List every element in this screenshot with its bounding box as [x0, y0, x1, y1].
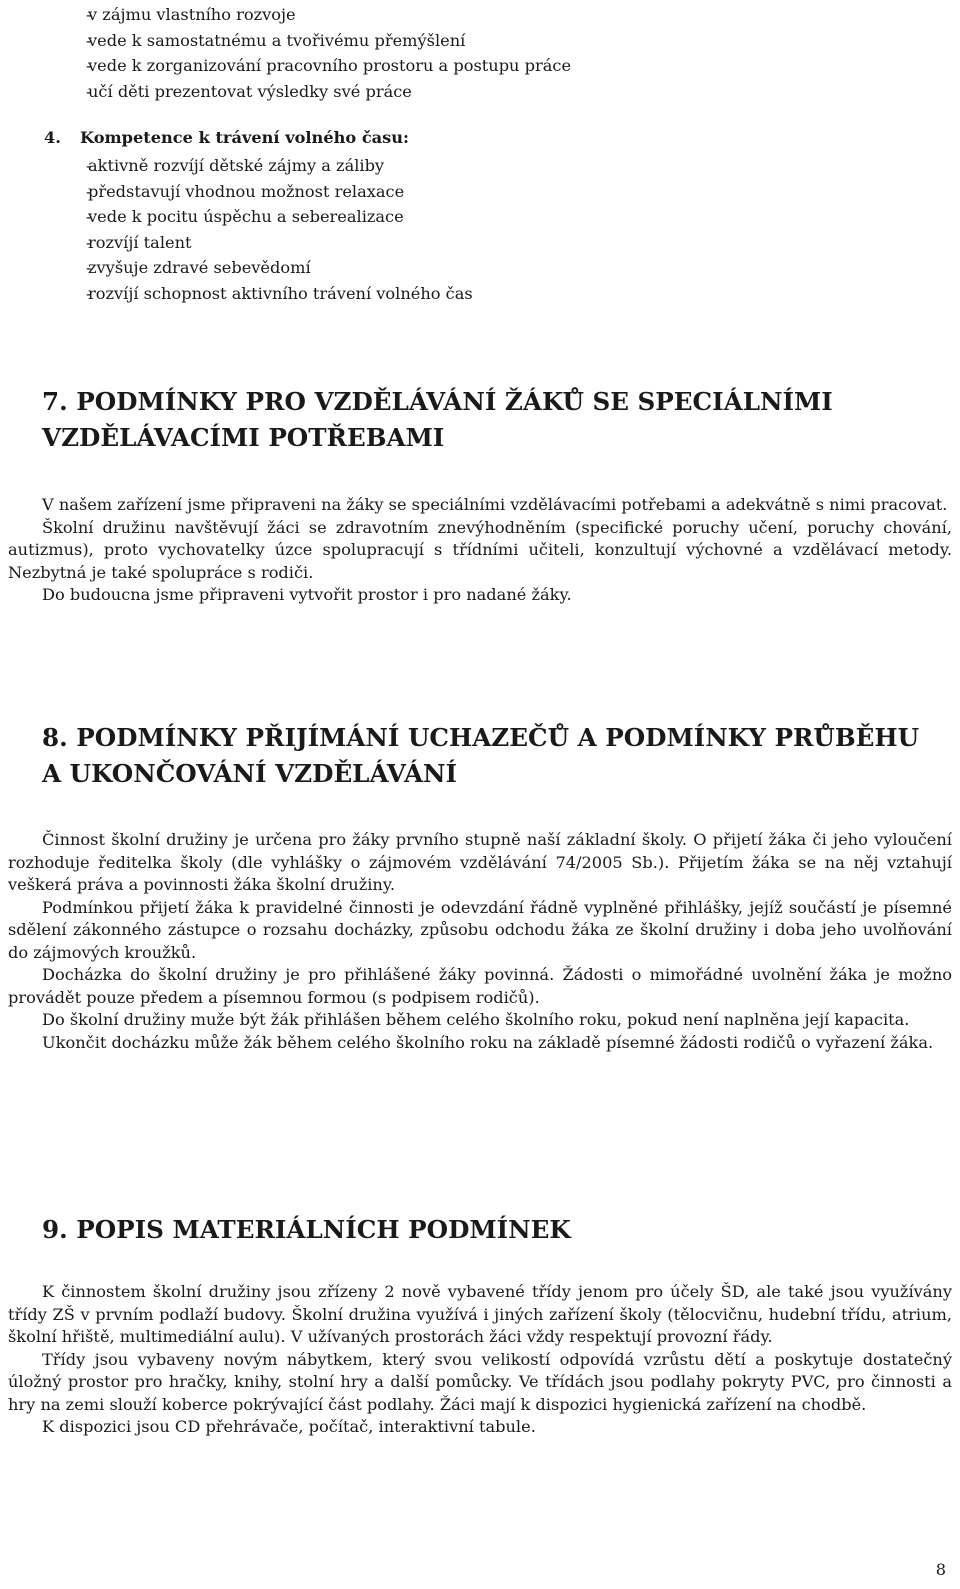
section7-body — [8, 494, 952, 607]
list-item — [8, 28, 952, 54]
section8-heading: 8. PODMÍNKY PŘIJÍMÁNÍ UCHAZEČŮ A PODMÍNKY PRŮBĚHU A UKONČOVÁNÍ VZDĚLÁVÁNÍ — [42, 723, 920, 788]
list-item — [8, 153, 952, 179]
section4-list — [8, 153, 952, 306]
list-item — [8, 79, 952, 105]
section8-p3: Docházka do školní družiny je pro přihlášené žáky povinná. Žádosti o mimořádné uvolnění žáka je možno provádět pouze předem a písemnou formou (s podpisem rodičů). — [8, 965, 952, 1007]
list-item-text: představují vhodnou možnost relaxace — [88, 181, 405, 201]
list-item-text: v zájmu vlastního rozvoje — [88, 5, 296, 24]
list-item — [8, 179, 952, 205]
list-item-text: vede k zorganizování pracovního prostoru a postupu práce — [88, 56, 572, 75]
list-item-text: učí děti prezentovat výsledky své práce — [88, 81, 412, 101]
section7-p3: Do budoucna jsme připraveni vytvořit prostor i pro nadané žáky. — [42, 585, 572, 604]
list-item-text: vede k pocitu úspěchu a seberealizace — [88, 207, 404, 226]
section7-heading: 7. PODMÍNKY PRO VZDĚLÁVÁNÍ ŽÁKŮ SE SPECIÁLNÍMI VZDĚLÁVACÍMI POTŘEBAMI — [42, 387, 833, 452]
section9-p3: K dispozici jsou CD přehrávače, počítač, interaktivní tabule. — [42, 1417, 536, 1436]
section4-title: Kompetence k trávení volného času: — [80, 128, 410, 147]
section4-number: 4. — [44, 128, 61, 147]
page-number: 8 — [935, 1560, 946, 1579]
section9-p2: Třídy jsou vybaveny novým nábytkem, který svou velikostí odpovídá vzrůstu dětí a poskytuje dostatečný úložný prostor pro hračky, knihy, stolní hry a další pomůcky. Ve třídách jsou podlahy pokryty PVC, pro činnosti a hry na zemi slouží koberce pokrývající část podlahy. Žáci mají k dispozici hygienická zařízení na chodbě. — [8, 1349, 952, 1414]
section8-p2: Podmínkou přijetí žáka k pravidelné činnosti je odevzdání řádně vyplněné přihlášky, jejíž součástí je písemné sdělení zákonného zástupce o rozsahu docházky, způsobu odchodu žáka ze školní družiny i doba jeho uvolňování do zájmových kroužků. — [8, 897, 952, 962]
section9-p1: K činnostem školní družiny jsou zřízeny 2 nově vybavené třídy jenom pro účely ŠD, ale také jsou využívány třídy ZŠ v prvním podlaží budovy. Školní družina využívá i jiných zařízení školy (tělocvičnu, hudební třídu, atrium, školní hřiště, multimediální aulu). V užívaných prostorách žáci vždy respektují provozní řády. — [8, 1282, 952, 1346]
list-item — [8, 53, 952, 79]
section9-body — [8, 1281, 952, 1439]
list-item — [8, 230, 952, 256]
list-item — [8, 281, 952, 307]
section8-body — [8, 829, 952, 1054]
top-list — [8, 2, 952, 104]
section8-p5: Ukončit docházku může žák během celého školního roku na základě písemné žádosti rodičů o vyřazení žáka. — [42, 1032, 934, 1052]
list-item — [8, 2, 952, 28]
list-item-text: zvyšuje zdravé sebevědomí — [88, 258, 311, 277]
list-item-text: rozvíjí schopnost aktivního trávení volného čas — [88, 283, 473, 303]
list-item — [8, 204, 952, 230]
list-item-text: aktivně rozvíjí dětské zájmy a záliby — [88, 156, 385, 175]
section8-p4: Do školní družiny muže být žák přihlášen během celého školního roku, pokud není naplněna její kapacita. — [42, 1010, 910, 1029]
list-item-text: rozvíjí talent — [88, 232, 192, 252]
section7-p2: Školní družinu navštěvují žáci se zdravotním znevýhodněním (specifické poruchy učení, poruchy chování, autizmus), proto vychovatelky úzce spolupracují s třídními učiteli, konzultují výchovné a vzdělávací metody. Nezbytná je také spolupráce s rodiči. — [8, 517, 952, 582]
section7-p1: V našem zařízení jsme připraveni na žáky se speciálními vzdělávacími potřebami a adekvátně s nimi pracovat. — [42, 495, 948, 514]
list-item — [8, 255, 952, 281]
list-item-text: vede k samostatnému a tvořivému přemýšlení — [88, 30, 466, 50]
section9-heading: 9. POPIS MATERIÁLNÍCH PODMÍNEK — [42, 1215, 571, 1244]
section8-p1: Činnost školní družiny je určena pro žáky prvního stupně naší základní školy. O přijetí žáka či jeho vyloučení rozhoduje ředitelka školy (dle vyhlášky o zájmovém vzdělávání 74/2005 Sb.). Přijetím žáka se na něj vztahují veškerá práva a povinnosti žáka školní družiny. — [8, 830, 952, 894]
